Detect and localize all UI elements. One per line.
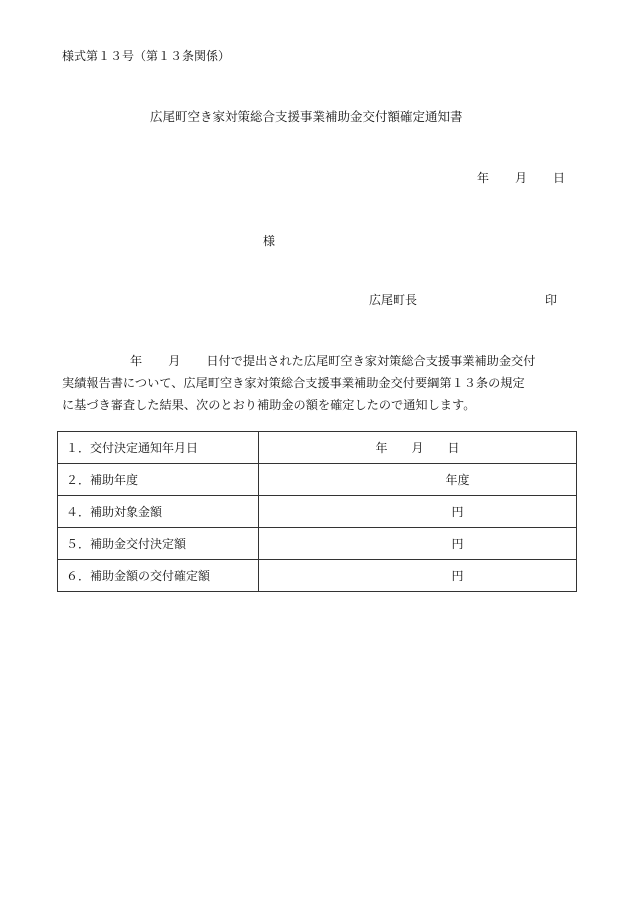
- table-row: [58, 464, 577, 496]
- table-row: [58, 496, 577, 528]
- form-number: 様式第１３号（第１３条関係）: [62, 49, 231, 63]
- body-line-1: 日付で提出された広尾町空き家対策総合支援事業補助金交付: [206, 354, 536, 368]
- issue-date: [477, 171, 565, 185]
- seal-mark: 印: [545, 293, 558, 307]
- table-row: [58, 528, 577, 560]
- body-paragraph: [62, 350, 582, 416]
- row-value: 円: [259, 496, 577, 528]
- body-line-3: に基づき審査した結果、次のとおり補助金の額を確定したので通知します。: [62, 398, 476, 412]
- row-value: 年 月 日: [259, 432, 577, 464]
- body-year: 年: [130, 354, 143, 368]
- table-row: [58, 560, 577, 592]
- row-label: ５．補助金交付決定額: [58, 528, 259, 560]
- date-day: 日: [553, 171, 566, 185]
- row-label: ６．補助金額の交付確定額: [58, 560, 259, 592]
- addressee-suffix: 様: [263, 234, 276, 248]
- row-label: ４．補助対象金額: [58, 496, 259, 528]
- row-value: 円: [259, 528, 577, 560]
- details-table: [57, 431, 577, 592]
- issuer: 広尾町長: [369, 293, 418, 307]
- row-value: 円: [259, 560, 577, 592]
- date-month: 月: [515, 171, 528, 185]
- date-year: 年: [477, 171, 490, 185]
- document-title: 広尾町空き家対策総合支援事業補助金交付額確定通知書: [150, 109, 463, 124]
- row-label: ２．補助年度: [58, 464, 259, 496]
- body-line-2: 実績報告書について、広尾町空き家対策総合支援事業補助金交付要綱第１３条の規定: [62, 376, 525, 390]
- row-value: 年度: [259, 464, 577, 496]
- row-label: １．交付決定通知年月日: [58, 432, 259, 464]
- body-month: 月: [168, 354, 181, 368]
- table-row: [58, 432, 577, 464]
